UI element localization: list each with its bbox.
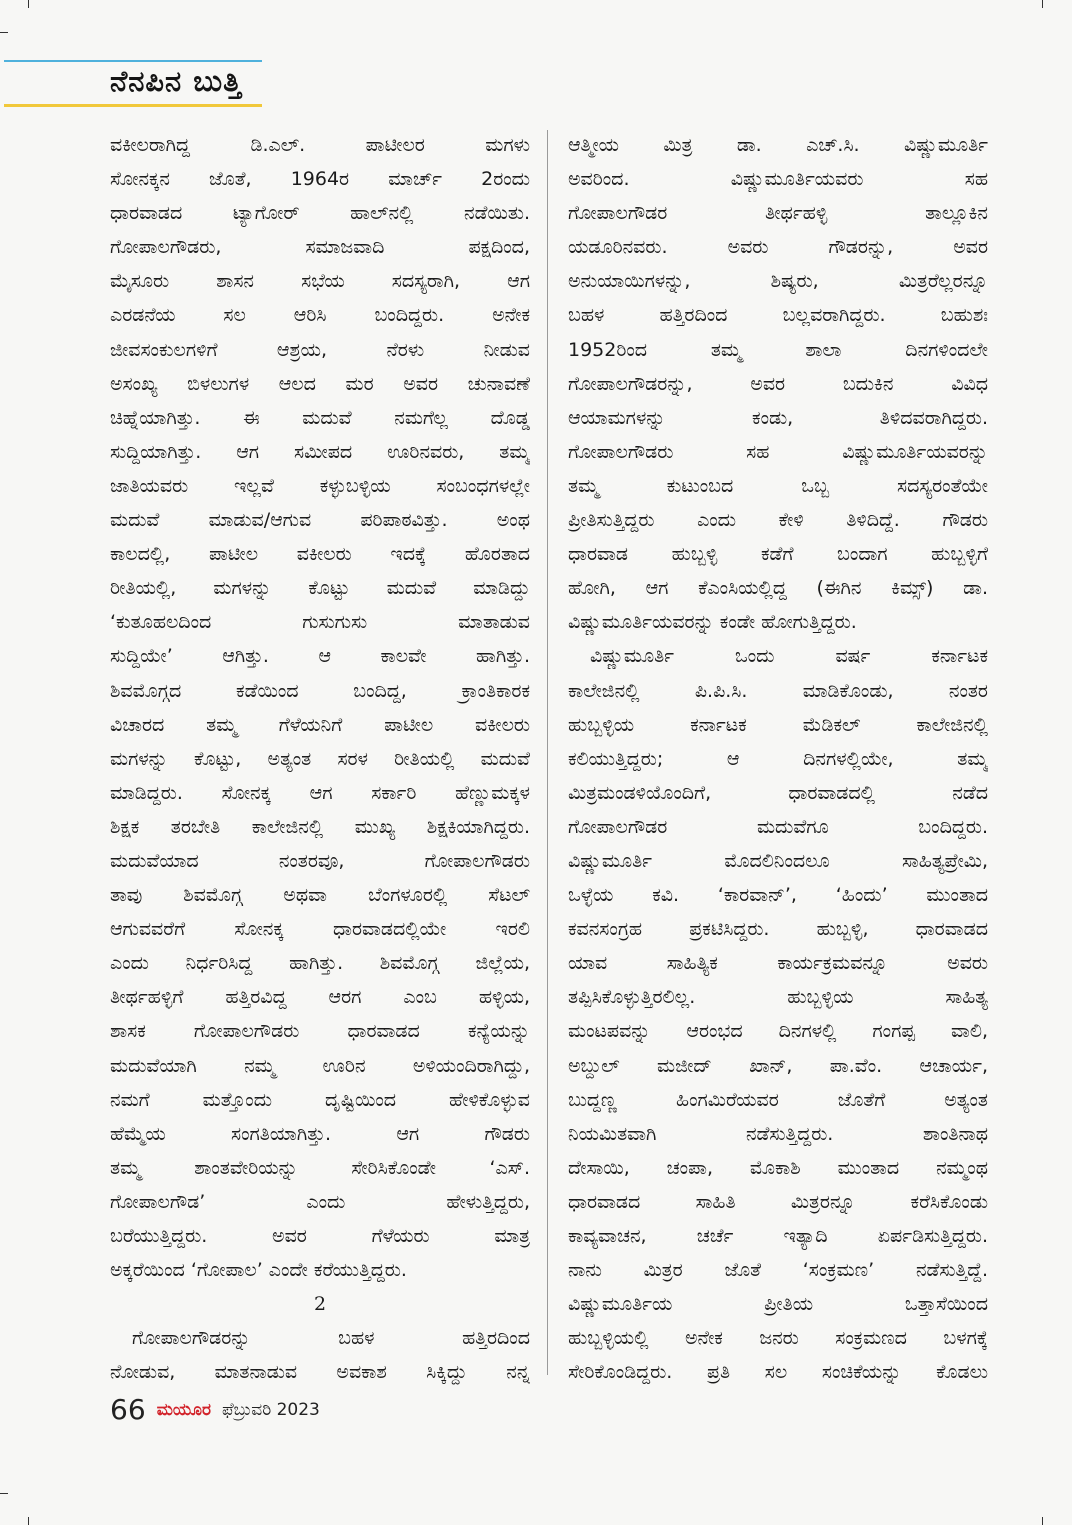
crop-mark-bottom-left bbox=[28, 1517, 29, 1525]
left-line: ಅಕ್ಕರೆಯಿಂದ ‘ಗೋಪಾಲ’ ಎಂದೇ ಕರೆಯುತ್ತಿದ್ದರು. bbox=[110, 1259, 407, 1282]
right-line: ತಮ್ಮ ಕುಟುಂಬದ ಒಬ್ಬ ಸದಸ್ಯರಂತೆಯೇ bbox=[568, 474, 988, 497]
left-column bbox=[110, 128, 530, 1389]
right-line: ಬಹಳ ಹತ್ತಿರದಿಂದ ಬಲ್ಲವರಾಗಿದ್ದರು. ಬಹುಶಃ bbox=[568, 304, 988, 327]
right-line: ದೇಸಾಯಿ, ಚಂಪಾ, ಮೊಕಾಶಿ ಮುಂತಾದ ನಮ್ಮಂಥ bbox=[568, 1156, 988, 1179]
left-line: ಅಸಂಖ್ಯ ಬಿಳಲುಗಳ ಆಲದ ಮರ ಅವರ ಚುನಾವಣೆ bbox=[110, 372, 530, 395]
crop-mark-left-upper bbox=[0, 32, 8, 33]
right-line: ಪ್ರೀತಿಸುತ್ತಿದ್ದರು ಎಂದು ಕೇಳಿ ತಿಳಿದಿದ್ದೆ. ಗೌಡರು bbox=[568, 509, 988, 532]
left-line: ಧಾರವಾಡದ ಟ್ಯಾಗೋರ್ ಹಾಲ್‌ನಲ್ಲಿ ನಡೆಯಿತು. bbox=[110, 202, 530, 225]
right-line: ವಿಷ್ಣುಮೂರ್ತಿ ಮೊದಲಿನಿಂದಲೂ ಸಾಹಿತ್ಯಪ್ರೇಮಿ, bbox=[568, 849, 988, 872]
left-line: ತಾವು ಶಿವಮೊಗ್ಗ ಅಥವಾ ಬೆಂಗಳೂರಲ್ಲಿ ಸೆಟಲ್ bbox=[110, 884, 530, 907]
right-line: ಕಲಿಯುತ್ತಿದ್ದರು; ಆ ದಿನಗಳಲ್ಲಿಯೇ, ತಮ್ಮ bbox=[568, 747, 988, 770]
right-line: ನಾನು ಮಿತ್ರರ ಜೊತೆ ‘ಸಂಕ್ರಮಣ’ ನಡೆಸುತ್ತಿದ್ದೆ. bbox=[568, 1259, 988, 1282]
column-divider bbox=[547, 130, 548, 1375]
left-line: ವಕೀಲರಾಗಿದ್ದ ಡಿ.ಎಲ್. ಪಾಟೀಲರ ಮಗಳು bbox=[110, 134, 530, 156]
left-line: ಆಗುವವರೆಗೆ ಸೋನಕ್ಕ ಧಾರವಾಡದಲ್ಲಿಯೇ ಇರಲಿ bbox=[110, 918, 530, 941]
left-line: ಗೋಪಾಲಗೌಡರು, ಸಮಾಜವಾದಿ ಪಕ್ಷದಿಂದ, bbox=[110, 236, 530, 259]
crop-mark-bottom-right bbox=[1042, 1517, 1043, 1525]
right-line: ಧಾರವಾಡ ಹುಬ್ಬಳ್ಳಿ ಕಡೆಗೆ ಬಂದಾಗ ಹುಬ್ಬಳ್ಳಿಗೆ bbox=[568, 543, 988, 566]
magazine-name: ಮಯೂರ bbox=[156, 1399, 211, 1420]
right-line: ಸೇರಿಕೊಂಡಿದ್ದರು. ಪ್ರತಿ ಸಲ ಸಂಚಿಕೆಯನ್ನು ಕೊಡಲು bbox=[568, 1361, 988, 1384]
left-line: ‘ಕುತೂಹಲದಿಂದ ಗುಸುಗುಸು ಮಾತಾಡುವ bbox=[110, 611, 530, 634]
crop-mark-top-left bbox=[28, 0, 29, 8]
right-line: ಒಳ್ಳೆಯ ಕವಿ. ‘ಕಾರವಾನ್’, ‘ಹಿಂದು’ ಮುಂತಾದ bbox=[568, 884, 988, 907]
left-line: ಗೋಪಾಲಗೌಡರನ್ನು ಬಹಳ ಹತ್ತಿರದಿಂದ bbox=[132, 1327, 530, 1350]
right-line: ಕವನಸಂಗ್ರಹ ಪ್ರಕಟಿಸಿದ್ದರು. ಹುಬ್ಬಳ್ಳಿ, ಧಾರವಾಡದ bbox=[568, 918, 988, 941]
left-line: ಸೋನಕ್ಕನ ಜೊತೆ, 1964ರ ಮಾರ್ಚ್ 2ರಂದು bbox=[110, 168, 530, 191]
right-line: ನಿಯಮಿತವಾಗಿ ನಡೆಸುತ್ತಿದ್ದರು. ಶಾಂತಿನಾಥ bbox=[568, 1122, 988, 1145]
right-line: ಯಾವ ಸಾಹಿತ್ಯಿಕ ಕಾರ್ಯಕ್ರಮವನ್ನೂ ಅವರು bbox=[568, 952, 988, 975]
right-column bbox=[568, 128, 988, 1389]
left-line: ಎಂದು ನಿರ್ಧರಿಸಿದ್ದ ಹಾಗಿತ್ತು. ಶಿವಮೊಗ್ಗ ಜಿಲ್ಲೆಯ, bbox=[110, 952, 530, 975]
left-line: ರೀತಿಯಲ್ಲಿ, ಮಗಳನ್ನು ಕೊಟ್ಟು ಮದುವೆ ಮಾಡಿದ್ದು bbox=[110, 577, 530, 600]
right-line: ವಿಷ್ಣುಮೂರ್ತಿಯ ಪ್ರೀತಿಯ ಒತ್ತಾಸೆಯಿಂದ bbox=[568, 1293, 988, 1316]
left-line: ನೋಡುವ, ಮಾತನಾಡುವ ಅವಕಾಶ ಸಿಕ್ಕಿದ್ದು ನನ್ನ bbox=[110, 1361, 530, 1384]
right-line: ವಿಷ್ಣುಮೂರ್ತಿಯವರನ್ನು ಕಂಡೇ ಹೋಗುತ್ತಿದ್ದರು. bbox=[568, 611, 857, 634]
left-line: ಚಿಹ್ನೆಯಾಗಿತ್ತು. ಈ ಮದುವೆ ನಮಗೆಲ್ಲ ದೊಡ್ಡ bbox=[110, 406, 530, 429]
right-line: ಗೋಪಾಲಗೌಡರ ತೀರ್ಥಹಳ್ಳಿ ತಾಲ್ಲೂಕಿನ bbox=[568, 202, 988, 225]
issue-date: ಫೆಬ್ರುವರಿ 2023 bbox=[222, 1399, 320, 1420]
section-title: ನೆನಪಿನ ಬುತ್ತಿ bbox=[110, 64, 242, 98]
left-line: ಮದುವೆ ಮಾಡುವ/ಆಗುವ ಪರಿಪಾಠವಿತ್ತು. ಅಂಥ bbox=[110, 509, 530, 532]
left-line: ಮಗಳನ್ನು ಕೊಟ್ಟು, ಅತ್ಯಂತ ಸರಳ ರೀತಿಯಲ್ಲಿ ಮದುವೆ bbox=[110, 747, 530, 770]
left-line: ಶಿವಮೊಗ್ಗದ ಕಡೆಯಿಂದ ಬಂದಿದ್ದ, ಕ್ರಾಂತಿಕಾರಕ bbox=[110, 679, 530, 702]
section-number: 2 bbox=[313, 1293, 327, 1316]
right-line: ಹುಬ್ಬಳ್ಳಿಯ ಕರ್ನಾಟಕ ಮೆಡಿಕಲ್ ಕಾಲೇಜಿನಲ್ಲಿ bbox=[568, 713, 988, 736]
left-line: ಮಾಡಿದ್ದರು. ಸೋನಕ್ಕ ಆಗ ಸರ್ಕಾರಿ ಹೆಣ್ಣುಮಕ್ಕಳ bbox=[110, 781, 530, 804]
right-line: ಗೋಪಾಲಗೌಡರನ್ನು, ಅವರ ಬದುಕಿನ ವಿವಿಧ bbox=[568, 372, 988, 395]
right-line: ಕಾಲೇಜಿನಲ್ಲಿ ಪಿ.ಪಿ.ಸಿ. ಮಾಡಿಕೊಂಡು, ನಂತರ bbox=[568, 679, 988, 702]
left-line: ಶಾಸಕ ಗೋಪಾಲಗೌಡರು ಧಾರವಾಡದ ಕನ್ಯೆಯನ್ನು bbox=[110, 1020, 530, 1043]
left-line: ಸುದ್ದಿಯೇ’ ಆಗಿತ್ತು. ಆ ಕಾಲವೇ ಹಾಗಿತ್ತು. bbox=[110, 645, 530, 668]
left-line: ಬರೆಯುತ್ತಿದ್ದರು. ಅವರ ಗೆಳೆಯರು ಮಾತ್ರ bbox=[110, 1225, 530, 1247]
crop-mark-top-right bbox=[1042, 0, 1043, 8]
left-line: ಜೀವಸಂಕುಲಗಳಿಗೆ ಆಶ್ರಯ, ನೆರಳು ನೀಡುವ bbox=[110, 338, 530, 361]
page-footer bbox=[110, 1393, 320, 1426]
left-line: ಎರಡನೆಯ ಸಲ ಆರಿಸಿ ಬಂದಿದ್ದರು. ಅನೇಕ bbox=[110, 304, 530, 327]
left-line: ಮದುವೆಯಾದ ನಂತರವೂ, ಗೋಪಾಲಗೌಡರು bbox=[110, 849, 530, 872]
right-line: ಯಡೂರಿನವರು. ಅವರು ಗೌಡರನ್ನು, ಅವರ bbox=[568, 236, 988, 259]
right-line: ಅನುಯಾಯಿಗಳನ್ನು, ಶಿಷ್ಯರು, ಮಿತ್ರರೆಲ್ಲರನ್ನೂ bbox=[568, 270, 988, 293]
right-line: ಬುದ್ದಣ್ಣ ಹಿಂಗಮಿರೆಯವರ ಜೊತೆಗೆ ಅತ್ಯಂತ bbox=[568, 1088, 988, 1111]
crop-mark-left-lower bbox=[0, 1493, 8, 1494]
right-line: ಅಬ್ದುಲ್ ಮಜೀದ್ ಖಾನ್, ಪಾ.ವೆಂ. ಆಚಾರ್ಯ, bbox=[568, 1054, 988, 1077]
right-line: ಹುಬ್ಬಳ್ಳಿಯಲ್ಲಿ ಅನೇಕ ಜನರು ಸಂಕ್ರಮಣದ ಬಳಗಕ್ಕೆ bbox=[568, 1327, 988, 1350]
left-line: ಶಿಕ್ಷಕ ತರಬೇತಿ ಕಾಲೇಜಿನಲ್ಲಿ ಮುಖ್ಯ ಶಿಕ್ಷಕಿಯಾಗಿದ್ದರು. bbox=[110, 815, 530, 838]
right-line: ಗೋಪಾಲಗೌಡರ ಮದುವೆಗೂ ಬಂದಿದ್ದರು. bbox=[568, 815, 988, 838]
left-line: ಜಾತಿಯವರು ಇಲ್ಲವೆ ಕಳ್ಳುಬಳ್ಳಿಯ ಸಂಬಂಧಗಳಲ್ಲೇ bbox=[110, 474, 530, 497]
right-line: ಗೋಪಾಲಗೌಡರು ಸಹ ವಿಷ್ಣುಮೂರ್ತಿಯವರನ್ನು bbox=[568, 440, 988, 463]
header-top-rule bbox=[4, 60, 262, 62]
right-line: ಮಂಟಪವನ್ನು ಆರಂಭದ ದಿನಗಳಲ್ಲಿ ಗಂಗಪ್ಪ ವಾಲಿ, bbox=[568, 1020, 988, 1043]
right-line: ಮಿತ್ರಮಂಡಳಿಯೊಂದಿಗೆ, ಧಾರವಾಡದಲ್ಲಿ ನಡೆದ bbox=[568, 781, 988, 804]
right-line: ಧಾರವಾಡದ ಸಾಹಿತಿ ಮಿತ್ರರನ್ನೂ ಕರೆಸಿಕೊಂಡು bbox=[568, 1190, 988, 1213]
right-line: 1952ರಿಂದ ತಮ್ಮ ಶಾಲಾ ದಿನಗಳಿಂದಲೇ bbox=[568, 338, 988, 361]
right-line: ಅವರಿಂದ. ವಿಷ್ಣುಮೂರ್ತಿಯವರು ಸಹ bbox=[568, 168, 988, 191]
left-line: ನಮಗೆ ಮತ್ತೊಂದು ದೃಷ್ಟಿಯಿಂದ ಹೇಳಿಕೊಳ್ಳುವ bbox=[110, 1088, 530, 1111]
left-line: ಗೋಪಾಲಗೌಡ’ ಎಂದು ಹೇಳುತ್ತಿದ್ದರು, bbox=[110, 1190, 530, 1213]
right-line: ಆಯಾಮಗಳನ್ನು ಕಂಡು, ತಿಳಿದವರಾಗಿದ್ದರು. bbox=[568, 406, 988, 429]
page-number: 66 bbox=[110, 1393, 146, 1426]
left-line: ತೀರ್ಥಹಳ್ಳಿಗೆ ಹತ್ತಿರವಿದ್ದ ಆರಗ ಎಂಬ ಹಳ್ಳಿಯ, bbox=[110, 986, 530, 1009]
left-line: ತಮ್ಮ ಶಾಂತವೇರಿಯನ್ನು ಸೇರಿಸಿಕೊಂಡೇ ‘ಎಸ್. bbox=[110, 1156, 530, 1179]
right-line: ತಪ್ಪಿಸಿಕೊಳ್ಳುತ್ತಿರಲಿಲ್ಲ. ಹುಬ್ಬಳ್ಳಿಯ ಸಾಹಿತ್ಯ bbox=[568, 986, 988, 1009]
left-line: ಮೈಸೂರು ಶಾಸನ ಸಭೆಯ ಸದಸ್ಯರಾಗಿ, ಆಗ bbox=[110, 270, 530, 293]
header-bottom-rule bbox=[4, 104, 262, 107]
right-line: ಆತ್ಮೀಯ ಮಿತ್ರ ಡಾ. ಎಚ್.ಸಿ. ವಿಷ್ಣುಮೂರ್ತಿ bbox=[568, 134, 988, 156]
left-line: ಸುದ್ದಿಯಾಗಿತ್ತು. ಆಗ ಸಮೀಪದ ಊರಿನವರು, ತಮ್ಮ bbox=[110, 440, 530, 463]
right-line: ಕಾವ್ಯವಾಚನ, ಚರ್ಚೆ ಇತ್ಯಾದಿ ಏರ್ಪಡಿಸುತ್ತಿದ್ದರು. bbox=[568, 1225, 988, 1247]
left-line: ವಿಚಾರದ ತಮ್ಮ ಗೆಳೆಯನಿಗೆ ಪಾಟೀಲ ವಕೀಲರು bbox=[110, 713, 530, 736]
right-line: ಹೋಗಿ, ಆಗ ಕೆಎಂಸಿಯಲ್ಲಿದ್ದ (ಈಗಿನ ಕಿಮ್ಸ್) ಡಾ. bbox=[568, 577, 988, 600]
left-line: ಮದುವೆಯಾಗಿ ನಮ್ಮ ಊರಿನ ಅಳಿಯಂದಿರಾಗಿದ್ದು, bbox=[110, 1054, 530, 1077]
left-line: ಹೆಮ್ಮೆಯ ಸಂಗತಿಯಾಗಿತ್ತು. ಆಗ ಗೌಡರು bbox=[110, 1122, 530, 1145]
left-line: ಕಾಲದಲ್ಲಿ, ಪಾಟೀಲ ವಕೀಲರು ಇದಕ್ಕೆ ಹೊರತಾದ bbox=[110, 543, 530, 566]
right-line: ವಿಷ್ಣುಮೂರ್ತಿ ಒಂದು ವರ್ಷ ಕರ್ನಾಟಕ bbox=[590, 645, 988, 668]
